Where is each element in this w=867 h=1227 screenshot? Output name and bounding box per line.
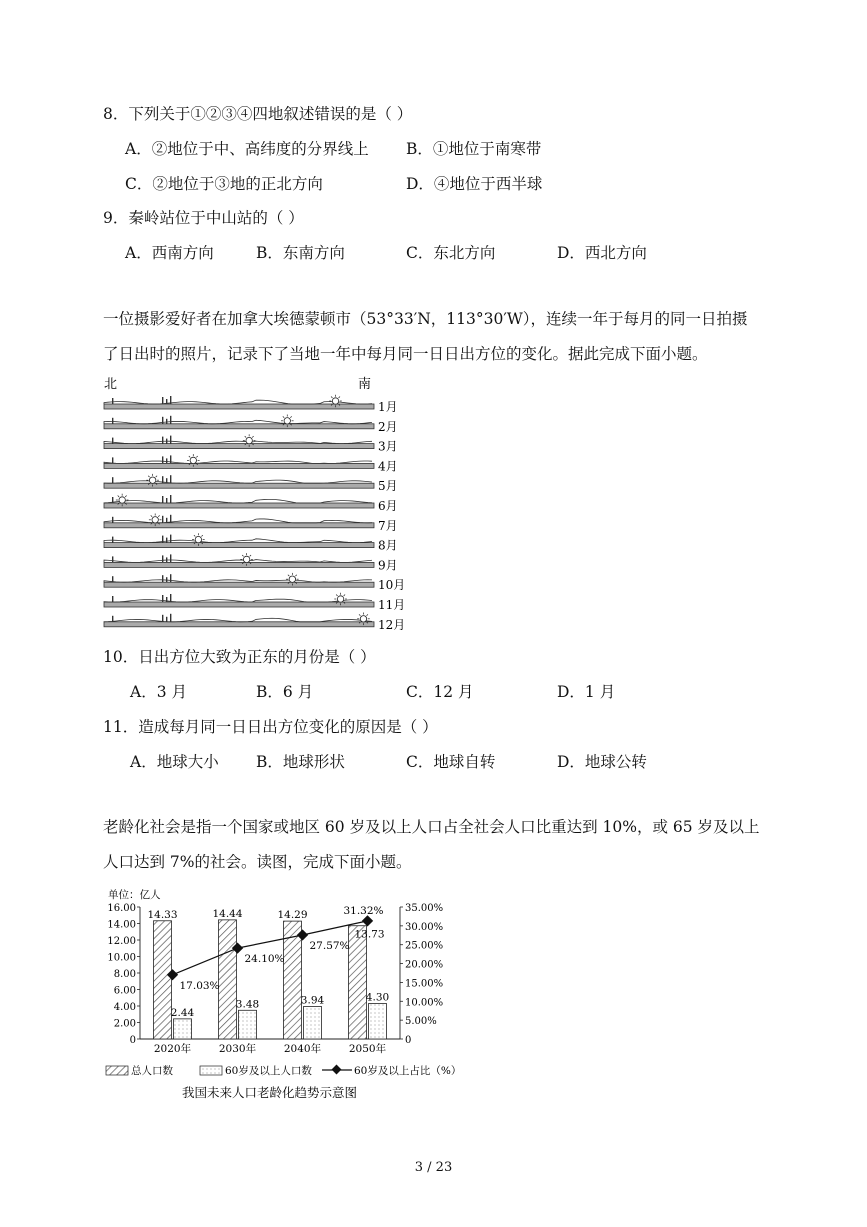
bar-total-label: 14.44 bbox=[212, 907, 243, 920]
month-label: 7月 bbox=[378, 518, 398, 533]
q9-stem: 9．秦岭站位于中山站的（ ） bbox=[103, 209, 304, 227]
horizon-line bbox=[104, 560, 372, 563]
sun-icon bbox=[192, 533, 205, 546]
month-label: 4月 bbox=[378, 459, 398, 474]
bar-total-label: 13.73 bbox=[354, 928, 385, 941]
chart-title: 我国未来人口老龄化趋势示意图 bbox=[182, 1085, 358, 1100]
building bbox=[112, 438, 113, 444]
left-tick-label: 8.00 bbox=[113, 969, 136, 980]
sun-icon bbox=[357, 613, 370, 626]
ground-band bbox=[104, 523, 374, 528]
sun-icon bbox=[334, 593, 347, 606]
q11-option-b: B．地球形状 bbox=[256, 753, 345, 771]
bar-elderly-population bbox=[304, 1006, 322, 1039]
q10-option-c: C．12 月 bbox=[406, 683, 474, 701]
sunrise-direction-figure bbox=[102, 376, 422, 632]
south-label: 南 bbox=[358, 377, 372, 392]
building bbox=[162, 496, 163, 503]
sunrise-row-12 bbox=[104, 613, 405, 632]
q11-stem: 11．造成每月同一日日出方位变化的原因是（ ） bbox=[103, 718, 438, 736]
legend-swatch-elderly bbox=[200, 1066, 222, 1075]
left-tick-label: 14.00 bbox=[107, 919, 136, 931]
month-label: 3月 bbox=[378, 439, 398, 454]
building bbox=[166, 557, 167, 562]
horizon-line bbox=[104, 420, 372, 424]
q9-option-b: B．东南方向 bbox=[256, 244, 345, 262]
right-tick-label: 25.00% bbox=[405, 940, 444, 952]
bar-elderly-population bbox=[369, 1004, 387, 1039]
right-tick-label: 5.00% bbox=[405, 1016, 437, 1028]
q10-option-a: A．3 月 bbox=[130, 683, 187, 701]
q10-option-d: D．1 月 bbox=[557, 683, 616, 701]
bar-elderly-population bbox=[174, 1019, 192, 1039]
bar-total-population bbox=[154, 921, 172, 1039]
legend-label-total: 总人口数 bbox=[131, 1065, 173, 1077]
ground-band bbox=[104, 582, 374, 587]
bar-total-label: 14.29 bbox=[277, 909, 308, 922]
building bbox=[162, 417, 163, 424]
building bbox=[166, 439, 167, 444]
building bbox=[112, 517, 113, 523]
sun-icon bbox=[286, 573, 299, 586]
sun-icon bbox=[281, 415, 294, 428]
building bbox=[170, 455, 171, 463]
building bbox=[170, 574, 171, 582]
bar-total-population bbox=[349, 926, 367, 1039]
legend-marker-share bbox=[332, 1065, 342, 1075]
sun-icon bbox=[149, 514, 162, 527]
building bbox=[166, 538, 167, 543]
left-tick-label: 6.00 bbox=[113, 985, 136, 997]
sun-icon bbox=[329, 395, 342, 408]
building bbox=[112, 497, 113, 503]
sun-icon bbox=[146, 474, 159, 487]
building bbox=[162, 437, 163, 444]
building bbox=[170, 554, 171, 562]
share-label: 31.32% bbox=[343, 904, 384, 917]
month-label: 5月 bbox=[378, 479, 398, 494]
share-label: 17.03% bbox=[179, 979, 220, 992]
building bbox=[162, 555, 163, 562]
building bbox=[162, 615, 163, 622]
sunrise-row-7 bbox=[104, 514, 398, 533]
building bbox=[170, 475, 171, 483]
building bbox=[162, 516, 163, 523]
q10-option-b: B．6 月 bbox=[256, 683, 314, 701]
ground-band bbox=[104, 463, 374, 468]
building bbox=[112, 576, 113, 582]
q11-option-c: C．地球自转 bbox=[406, 753, 496, 771]
sunrise-row-9 bbox=[104, 553, 398, 572]
building bbox=[112, 556, 113, 562]
q9-option-a: A．西南方向 bbox=[125, 244, 214, 262]
sunrise-row-5 bbox=[104, 474, 398, 493]
x-tick-label: 2030年 bbox=[218, 1043, 257, 1055]
sunrise-row-3 bbox=[104, 434, 398, 453]
left-tick-label: 4.00 bbox=[113, 1002, 136, 1013]
ground-band bbox=[104, 622, 374, 627]
bar-elderly-label: 3.94 bbox=[300, 994, 325, 1007]
right-tick-label: 0 bbox=[405, 1035, 412, 1046]
left-tick-label: 10.00 bbox=[107, 952, 136, 964]
building bbox=[112, 596, 113, 602]
north-label: 北 bbox=[104, 377, 118, 392]
building bbox=[170, 535, 171, 543]
building bbox=[170, 436, 171, 444]
ground-band bbox=[104, 503, 374, 508]
page-number: 3 / 23 bbox=[414, 1160, 453, 1175]
building bbox=[166, 458, 167, 463]
q8-option-c: C．②地位于③地的正北方向 bbox=[125, 175, 323, 193]
building bbox=[112, 398, 113, 404]
ground-band bbox=[104, 543, 374, 548]
horizon-line bbox=[104, 539, 372, 543]
building bbox=[166, 597, 167, 602]
bar-elderly-label: 2.44 bbox=[170, 1006, 195, 1019]
legend-label-share: 60岁及以上占比（%） bbox=[354, 1065, 462, 1077]
building bbox=[112, 418, 113, 424]
q8-option-d: D．④地位于西半球 bbox=[406, 175, 543, 193]
q11-option-a: A．地球大小 bbox=[130, 753, 219, 771]
sun-icon bbox=[116, 494, 129, 507]
aging-trend-chart bbox=[102, 884, 482, 1109]
building bbox=[170, 396, 171, 404]
q9-option-d: D．西北方向 bbox=[557, 244, 647, 262]
building bbox=[166, 399, 167, 404]
x-tick-label: 2050年 bbox=[348, 1043, 387, 1055]
sunrise-row-11 bbox=[104, 593, 405, 612]
building bbox=[170, 416, 171, 424]
building bbox=[170, 515, 171, 523]
sun-icon bbox=[243, 434, 256, 447]
building bbox=[166, 478, 167, 483]
right-tick-label: 15.00% bbox=[405, 978, 444, 990]
legend-label-elderly: 60岁及以上人口数 bbox=[225, 1065, 312, 1077]
left-tick-label: 12.00 bbox=[107, 936, 136, 947]
ground-band bbox=[104, 562, 374, 567]
right-tick-label: 35.00% bbox=[405, 903, 444, 914]
sunrise-row-1 bbox=[104, 395, 398, 414]
bar-total-label: 14.33 bbox=[147, 908, 178, 921]
building bbox=[166, 617, 167, 622]
share-marker bbox=[362, 915, 373, 926]
right-tick-label: 20.00% bbox=[405, 959, 444, 971]
building bbox=[166, 518, 167, 523]
horizon-line bbox=[104, 400, 372, 404]
left-tick-label: 2.00 bbox=[113, 1018, 136, 1030]
intro-paragraph-sunrise: 一位摄影爱好者在加拿大埃德蒙顿市（53°33′N，113°30′W），连续一年于每月的同一日拍摄了日出时的照片，记录下了当地一年中每月同一日日出方位的变化。据此完成下面小题。 bbox=[103, 310, 748, 363]
sunrise-row-10 bbox=[104, 573, 405, 592]
sunrise-row-2 bbox=[104, 415, 398, 434]
building bbox=[170, 495, 171, 503]
q9-option-c: C．东北方向 bbox=[406, 244, 496, 262]
month-label: 9月 bbox=[378, 558, 398, 573]
building bbox=[112, 616, 113, 622]
right-tick-label: 10.00% bbox=[405, 997, 444, 1009]
month-label: 2月 bbox=[378, 419, 398, 434]
ground-band bbox=[104, 602, 374, 607]
building bbox=[166, 419, 167, 424]
left-tick-label: 16.00 bbox=[107, 903, 136, 914]
bar-elderly-label: 3.48 bbox=[235, 998, 260, 1011]
sunrise-row-4 bbox=[104, 454, 398, 473]
x-tick-label: 2020年 bbox=[153, 1043, 192, 1055]
building bbox=[162, 456, 163, 463]
left-tick-label: 0 bbox=[129, 1035, 136, 1046]
ground-band bbox=[104, 483, 374, 488]
building bbox=[166, 577, 167, 582]
building bbox=[170, 614, 171, 622]
month-label: 12月 bbox=[378, 617, 406, 632]
horizon-line bbox=[104, 618, 372, 622]
share-label: 27.57% bbox=[309, 940, 350, 953]
horizon-line bbox=[104, 599, 372, 602]
horizon-line bbox=[104, 499, 372, 503]
bar-elderly-label: 4.30 bbox=[365, 991, 390, 1004]
ground-band bbox=[104, 444, 374, 449]
x-tick-label: 2040年 bbox=[283, 1043, 322, 1055]
month-label: 10月 bbox=[378, 578, 406, 593]
bar-elderly-population bbox=[239, 1010, 257, 1039]
sun-icon bbox=[240, 553, 253, 566]
legend-swatch-total bbox=[106, 1066, 128, 1075]
bar-total-population bbox=[219, 920, 237, 1039]
sunrise-row-8 bbox=[104, 533, 398, 552]
q10-stem: 10．日出方位大致为正东的月份是（ ） bbox=[103, 648, 376, 666]
building bbox=[112, 457, 113, 463]
building bbox=[162, 536, 163, 543]
unit-label: 单位：亿人 bbox=[108, 889, 161, 901]
horizon-line bbox=[104, 480, 372, 483]
month-label: 6月 bbox=[378, 499, 398, 513]
q8-stem: 8．下列关于①②③④四地叙述错误的是（ ） bbox=[103, 105, 413, 123]
building bbox=[166, 498, 167, 503]
building bbox=[162, 575, 163, 582]
building bbox=[112, 537, 113, 543]
sunrise-row-6 bbox=[104, 494, 398, 513]
month-label: 1月 bbox=[378, 400, 398, 414]
building bbox=[170, 594, 171, 602]
building bbox=[162, 595, 163, 602]
building bbox=[162, 476, 163, 483]
intro-paragraph-aging: 老龄化社会是指一个国家或地区 60 岁及以上人口占全社会人口比重达到 10%，或 65 岁及以上人口达到 7%的社会。读图，完成下面小题。 bbox=[103, 818, 760, 871]
month-label: 11月 bbox=[378, 598, 406, 612]
building bbox=[112, 477, 113, 483]
right-tick-label: 30.00% bbox=[405, 921, 444, 933]
share-label: 24.10% bbox=[244, 953, 285, 966]
ground-band bbox=[104, 424, 374, 429]
month-label: 8月 bbox=[378, 538, 398, 553]
q8-option-b: B．①地位于南寒带 bbox=[406, 140, 542, 158]
q8-option-a: A．②地位于中、高纬度的分界线上 bbox=[125, 140, 369, 158]
sun-icon bbox=[187, 454, 200, 467]
q11-option-d: D．地球公转 bbox=[557, 753, 647, 771]
horizon-line bbox=[104, 519, 372, 523]
ground-band bbox=[104, 404, 374, 409]
building bbox=[162, 397, 163, 404]
